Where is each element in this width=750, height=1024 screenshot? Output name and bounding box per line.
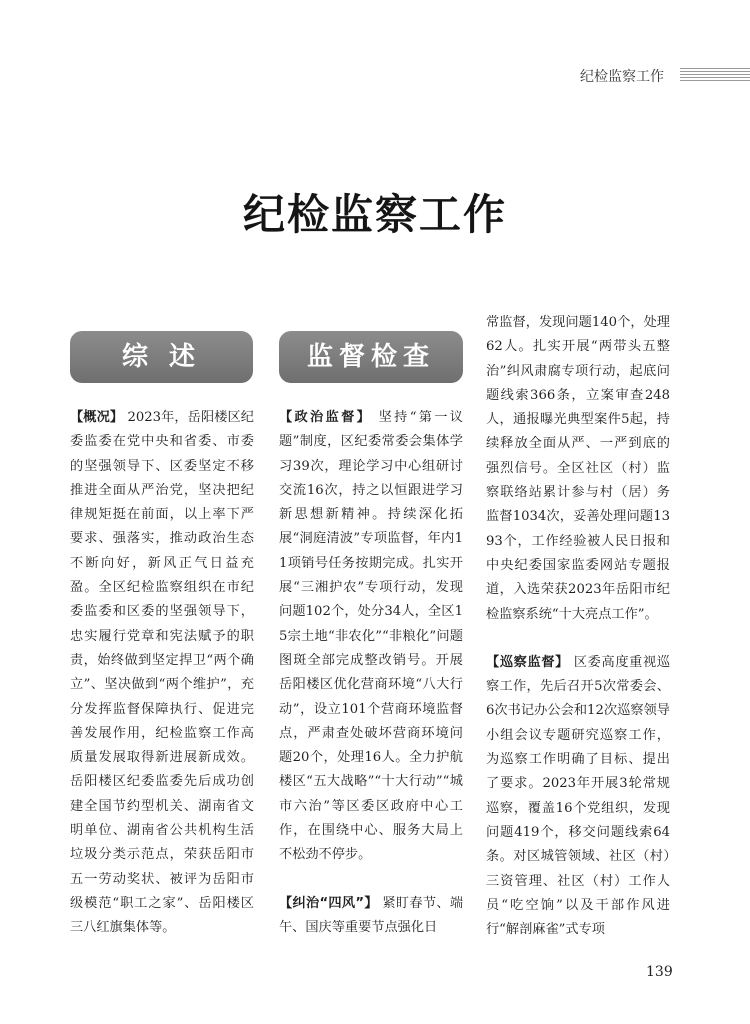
paragraph-label: 【政治监督】: [279, 410, 373, 425]
paragraph-text: 坚持“第一议题”制度，区纪委常委会集体学习39次，理论学习中心组研讨交流16次，持之以恒跟进学习新思想新精神。持续深化拓展“洞庭清波”专项监督，年内11项销号任务按期完成。扎实开展“三湘护农”专项行动，发现问题102个，处分34人，全区15宗土地“非农化”“非粮化”问题图斑全部完成整改销号。开展岳阳楼区优化营商环境“八大行动”，设立101个营商环境监督点，严肃查处破坏营商环境问题20个，处理16人。全力护航楼区“五大战略”“十大行动”“城市六治”等区委区政府中心工作，在围绕中心、服务大局上不松劲不停步。: [279, 410, 463, 863]
section-tab-overview: 综 述: [70, 331, 253, 383]
running-header-title: 纪检监察工作: [580, 69, 664, 85]
header-decorative-rule: [680, 68, 750, 82]
column-1: [70, 406, 254, 941]
paragraph-label: 【巡察监督】: [486, 654, 569, 670]
paragraph-inspection-supervision: [486, 651, 670, 943]
paragraph-four-winds: [279, 892, 463, 941]
paragraph-text: 2023年，岳阳楼区纪委监委在党中央和省委、市委的坚强领导下、区委坚定不移推进全面从严治党，坚决把纪律规矩挺在前面，以上率下严要求、强落实，推动政治生态不断向好，新风正气日益充盈。全区纪检监察组织在市纪委监委和区委的坚强领导下，忠实履行党章和宪法赋予的职责，始终做到坚定捍卫“两个确立”、坚决做到“两个维护”，充分发挥监督保障执行、促进完善发展作用，纪检监察工作高质量发展取得新进展新成效。岳阳楼区纪委监委先后成功创建全国节约型机关、湖南省文明单位、湖南省公共机构生活垃圾分类示范点，荣获岳阳市五一劳动奖状、被评为岳阳市级模范“职工之家”、岳阳楼区三八红旗集体等。: [70, 410, 254, 936]
paragraph-overview: [70, 406, 254, 941]
paragraph-political-supervision: [279, 406, 463, 868]
paragraph-text: 区委高度重视巡察工作，先后召开5次常委会、6次书记办公会和12次巡察领导小组会议专题研究巡察工作，为巡察工作明确了目标、提出了要求。2023年开展3轮常规巡察，覆盖16个党组织，发现问题419个，移交问题线索64条。对区城管领域、社区（村）三资管理、社区（村）工作人员“吃空饷”以及干部作风进行“解剖麻雀”式专项: [486, 654, 670, 938]
page-title: 纪检监察工作: [242, 190, 507, 239]
section-tab-supervision: 监督检查: [279, 331, 463, 383]
paragraph-four-winds-continued: [486, 311, 670, 627]
page-number: 139: [646, 964, 673, 980]
paragraph-text: 常监督，发现问题140个，处理62人。扎实开展“两带头五整治”纠风肃腐专项行动，起底问题线索366条，立案审查248人，通报曝光典型案件5起，持续释放全面从严、一严到底的强烈信号。全区社区（村）监察联络站累计参与村（居）务监督1034次，妥善处理问题1393个，工作经验被人民日报和中央纪委国家监委网站专题报道，入选荣获2023年岳阳市纪检监察系统“十大亮点工作”。: [486, 315, 670, 622]
paragraph-label: 【纠治“四风”】: [279, 895, 378, 911]
column-2: [279, 406, 463, 940]
paragraph-label: 【概况】: [70, 410, 124, 425]
column-3: [486, 311, 670, 942]
paragraph-text: 紧盯春节、端午、国庆等重要节点强化日: [279, 895, 464, 935]
